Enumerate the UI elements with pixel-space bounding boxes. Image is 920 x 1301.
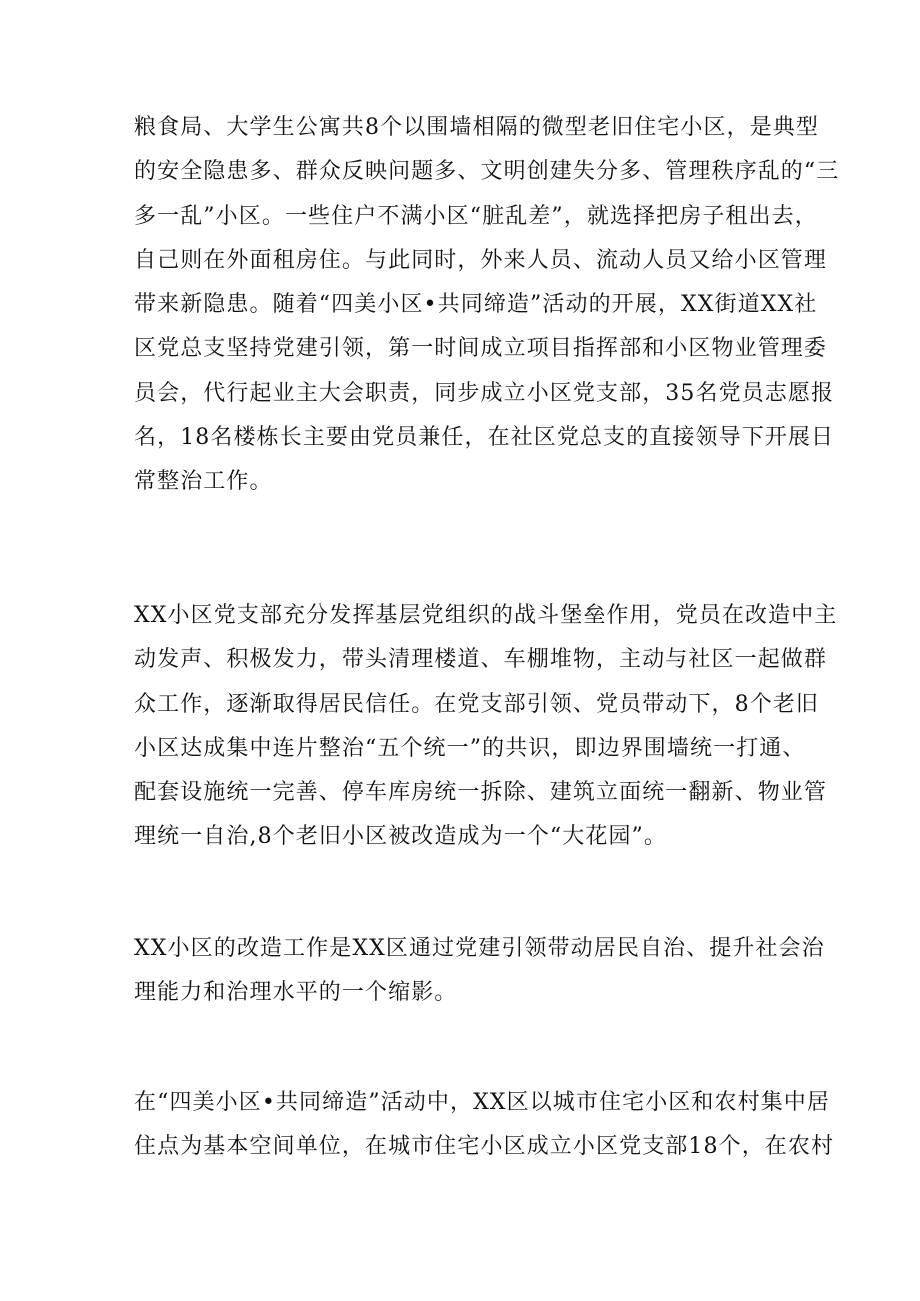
paragraph-line: 理统一自治,8个老旧小区被改造成为一个“大花园”。 — [134, 824, 667, 850]
paragraph-line: 带来新隐患。随着“四美小区•共同缔造”活动的开展，XX街道XX社 — [134, 292, 818, 318]
paragraph-line: 自己则在外面租房住。与此同时，外来人员、流动人员又给小区管理 — [134, 247, 828, 273]
paragraph-line: 动发声、积极发力，带头清理楼道、车棚堆物，主动与社区一起做群 — [134, 647, 828, 673]
paragraph-line: 常整治工作。 — [134, 469, 273, 495]
paragraph-1 — [134, 106, 840, 505]
paragraph-4 — [134, 1081, 835, 1170]
paragraph-2 — [134, 594, 838, 860]
paragraph-line: XX小区党支部充分发挥基层党组织的战斗堡垒作用，党员在改造中主 — [134, 603, 838, 628]
paragraph-line: 多一乱”小区。一些住户不满小区“脏乱差”，就选择把房子租出去， — [134, 203, 818, 229]
paragraph-line: 粮食局、大学生公寓共8个以围墙相隔的微型老旧住宅小区，是典型 — [134, 115, 819, 140]
paragraph-line: 员会，代行起业主大会职责，同步成立小区党支部，35名党员志愿报 — [134, 380, 835, 406]
paragraph-line: XX小区的改造工作是XX区通过党建引领带动居民自治、提升社会治 — [134, 936, 825, 961]
paragraph-line: 区党总支坚持党建引领，第一时间成立项目指挥部和小区物业管理委 — [134, 336, 828, 362]
paragraph-line: 理能力和治理水平的一个缩影。 — [134, 980, 458, 1006]
paragraph-line: 名，18名楼栋长主要由党员兼任，在社区党总支的直接领导下开展日 — [134, 425, 835, 451]
paragraph-3 — [134, 927, 825, 1016]
paragraph-line: 的安全隐患多、群众反映问题多、文明创建失分多、管理秩序乱的“三 — [134, 159, 840, 185]
paragraph-line: 配套设施统一完善、停车库房统一拆除、建筑立面统一翻新、物业管 — [134, 780, 828, 806]
paragraph-line: 在“四美小区•共同缔造”活动中，XX区以城市住宅小区和农村集中居 — [134, 1090, 830, 1115]
paragraph-line: 小区达成集中连片整治“五个统一”的共识，即边界围墙统一打通、 — [134, 735, 806, 761]
paragraph-line: 住点为基本空间单位，在城市住宅小区成立小区党支部18个，在农村 — [134, 1134, 835, 1160]
paragraph-line: 众工作，逐渐取得居民信任。在党支部引领、党员带动下，8个老旧 — [134, 691, 819, 717]
